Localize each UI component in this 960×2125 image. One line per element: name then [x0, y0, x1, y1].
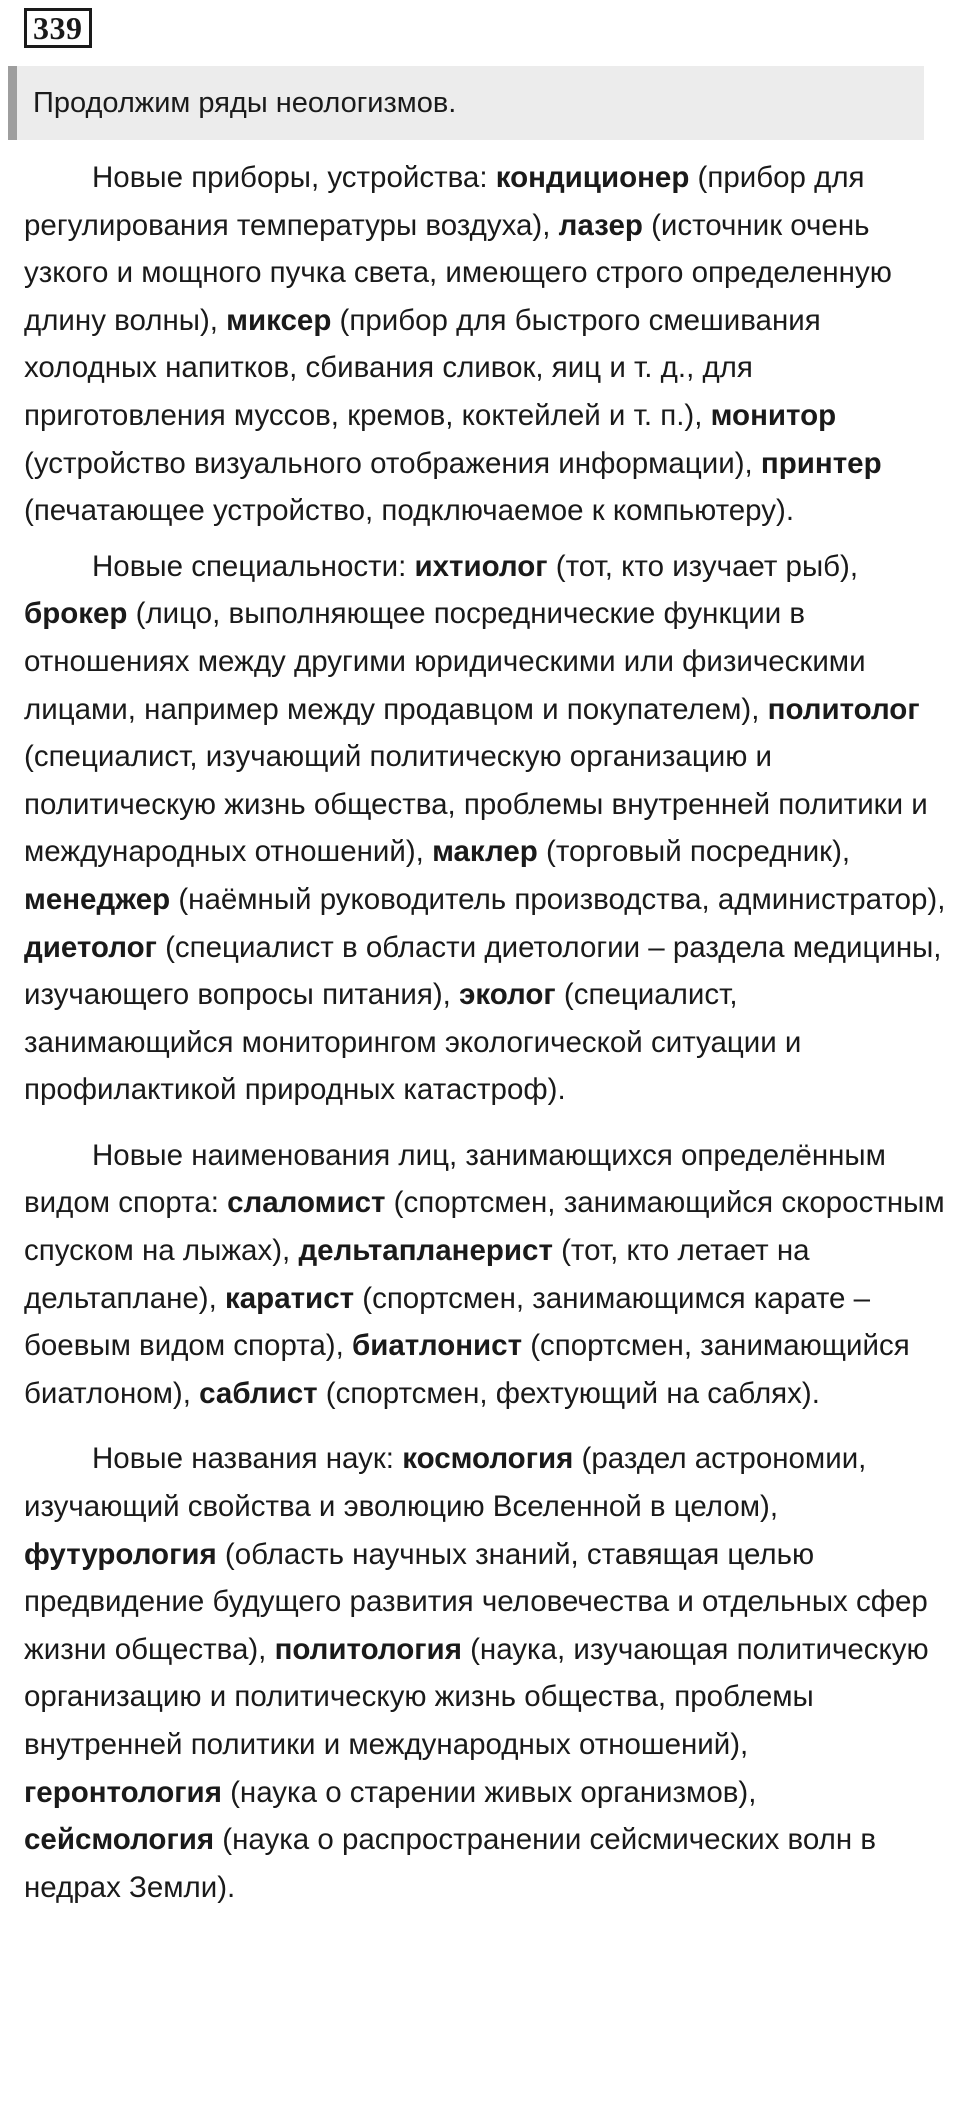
definition-text: (спортсмен, фехтующий на саблях).	[317, 1376, 820, 1410]
definition-text: (специалист в области диетологии – раздела медицины, изучающего вопросы питания),	[24, 930, 942, 1012]
paragraph-devices	[24, 154, 952, 535]
definition-text: (тот, кто изучает рыб),	[547, 549, 859, 583]
neologism-term: эколог	[459, 978, 556, 1012]
definition-text: (наука о распространении сейсмических волн в недрах Земли).	[24, 1823, 877, 1904]
definition-text: (наука о старении живых организмов),	[221, 1775, 757, 1809]
neologism-term: футурология	[24, 1537, 217, 1571]
neologism-term: политолог	[767, 692, 920, 726]
task-number-badge: 339	[24, 8, 92, 48]
definition-text: (специалист, изучающий политическую организацию и политическую жизнь общества, проблемы внутренней политики и международных отношений),	[24, 740, 928, 869]
neologism-term: лазер	[558, 208, 643, 242]
neologism-term: сейсмология	[24, 1823, 215, 1857]
neologism-term: менеджер	[24, 882, 171, 916]
definition-text: (спортсмен, занимающийся биатлоном),	[24, 1329, 910, 1410]
paragraph-professions	[24, 543, 952, 1114]
definition-text: (раздел астрономии, изучающий свойства и эволюцию Вселенной в целом),	[24, 1442, 867, 1524]
neologism-term: биатлонист	[352, 1329, 523, 1363]
neologism-term: принтер	[760, 446, 882, 480]
definition-text: (печатающее устройство, подключаемое к компьютеру).	[24, 494, 795, 528]
neologism-term: ихтиолог	[414, 549, 548, 583]
definition-text: (устройство визуального отображения информации),	[24, 446, 761, 480]
neologism-term: слаломист	[227, 1186, 386, 1220]
definition-text: (источник очень узкого и мощного пучка света, имеющего строго определенную длину волны),	[24, 208, 892, 337]
task-instruction-banner	[8, 66, 924, 140]
definition-text: (область научных знаний, ставящая целью предвидение будущего развития человечества и отдельных сфер жизни общества),	[24, 1537, 928, 1666]
definition-text: (лицо, выполняющее посреднические функции в отношениях между другими юридическими или физическими лицами, например между продавцом и покупателем),	[24, 597, 866, 726]
definition-text: Новые названия наук:	[92, 1442, 403, 1476]
definition-text: Новые наименования лиц, занимающихся определённым видом спорта:	[24, 1138, 886, 1220]
definition-text: (прибор для быстрого смешивания холодных напитков, сбивания сливок, яиц и т. д., для приготовления муссов, кремов, коктейлей и т. п.),	[24, 303, 821, 432]
definition-text: (наёмный руководитель производства, администратор),	[170, 882, 946, 916]
neologism-term: политология	[274, 1632, 462, 1666]
neologism-term: диетолог	[24, 930, 157, 964]
definition-text: (спортсмен, занимающимся карате – боевым видом спорта),	[24, 1281, 871, 1363]
paragraph-sciences	[24, 1435, 952, 1911]
definition-text: (торговый посредник),	[537, 835, 851, 869]
definition-text: (спортсмен, занимающийся скоростным спуском на лыжах),	[24, 1186, 945, 1268]
definition-text: (тот, кто летает на дельтаплане),	[24, 1234, 810, 1315]
definition-text: Новые специальности:	[92, 549, 415, 583]
neologism-term: саблист	[199, 1376, 318, 1410]
definition-text: (прибор для регулирования температуры воздуха),	[24, 161, 865, 242]
neologism-term: космология	[402, 1442, 574, 1476]
neologism-term: монитор	[710, 398, 837, 432]
neologism-term: каратист	[225, 1281, 355, 1315]
definition-text: Новые приборы, устройства:	[92, 161, 496, 194]
neologism-term: брокер	[24, 597, 128, 631]
neologism-term: дельтапланерист	[298, 1234, 553, 1268]
definition-text: (специалист, занимающийся мониторингом экологической ситуации и профилактикой природных катастроф).	[24, 978, 802, 1107]
answer-content	[24, 154, 952, 1911]
neologism-term: кондиционер	[495, 161, 690, 194]
neologism-term: миксер	[226, 303, 332, 337]
paragraph-sports	[24, 1132, 952, 1418]
neologism-term: маклер	[432, 835, 538, 869]
definition-text: (наука, изучающая политическую организацию и политическую жизнь общества, проблемы внутренней политики и международных отношений),	[24, 1632, 929, 1761]
task-instruction-text: Продолжим ряды неологизмов.	[33, 87, 457, 119]
neologism-term: геронтология	[24, 1775, 222, 1809]
